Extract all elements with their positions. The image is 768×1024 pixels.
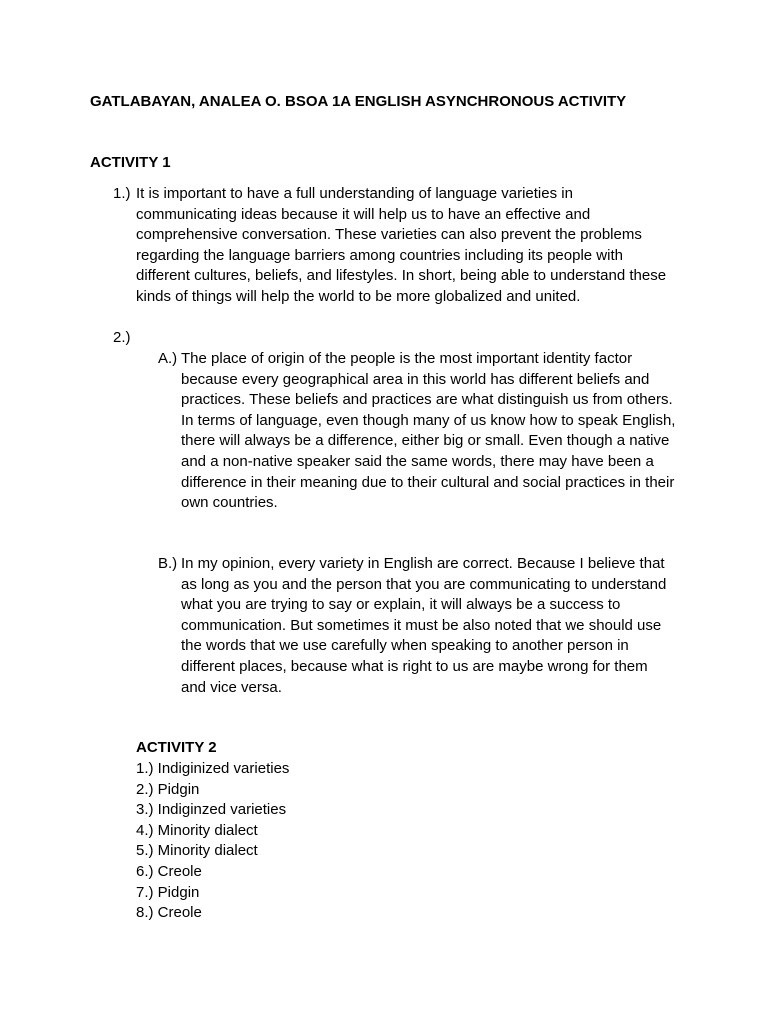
item2a-line: The place of origin of the people is the most important identity factor: [181, 350, 633, 367]
item2a-line: practices. These beliefs and practices are what distinguish us from others.: [181, 391, 673, 409]
item1-line: comprehensive conversation. These varieties can also prevent the problems: [136, 226, 642, 244]
list-item: 2.) Pidgin: [136, 780, 200, 798]
item1-line: kinds of things will help the world to be more globalized and united.: [136, 287, 581, 305]
activity1-heading: ACTIVITY 1: [90, 154, 171, 171]
item2b-answer: [181, 554, 666, 698]
item2a-line: and a non-native speaker said the same words, there may have been a: [181, 452, 654, 470]
item2b-line: the words that we use carefully when speaking to another person in: [181, 637, 629, 655]
activity2-heading: ACTIVITY 2: [136, 739, 217, 756]
list-item: 1.) Indiginized varieties: [136, 760, 290, 777]
item2b-line: and vice versa.: [181, 678, 282, 696]
item2b-line: communication. But sometimes it must be also noted that we should use: [181, 616, 662, 634]
list-item: 5.) Minority dialect: [136, 842, 258, 860]
item2b-line: In my opinion, every variety in English are correct. Because I believe that: [181, 555, 665, 572]
item2a-line: own countries.: [181, 494, 278, 512]
item1-line: regarding the language barriers among countries including its people with: [136, 246, 623, 264]
item1-line: communicating ideas because it will help us to have an effective and: [136, 205, 591, 223]
item2b-line: what you are trying to say or explain, it will always be a success to: [181, 596, 621, 614]
item1-number: 1.): [113, 185, 131, 202]
item2a-line: there will always be a difference, either big or small. Even though a native: [181, 432, 670, 450]
list-item: 8.) Creole: [136, 904, 202, 922]
item2b-line: as long as you and the person that you are communicating to understand: [181, 575, 667, 593]
item1-answer: [136, 184, 666, 308]
item2-number: 2.): [113, 329, 131, 346]
item2a-label: A.): [158, 350, 178, 367]
item2a-line: because every geographical area in this world has different beliefs and: [181, 370, 650, 388]
item2b-line: different places, because what is right to us are maybe wrong for them: [181, 657, 648, 675]
list-item: 4.) Minority dialect: [136, 821, 258, 839]
item1-line: It is important to have a full understanding of language varieties in: [136, 185, 573, 202]
list-item: 3.) Indiginzed varieties: [136, 801, 287, 819]
item2a-answer: [181, 349, 675, 514]
item2a-line: difference in their meaning due to their cultural and social practices in their: [181, 473, 675, 491]
item2b-label: B.): [158, 555, 178, 572]
list-item: 6.) Creole: [136, 862, 202, 880]
item2a-line: In terms of language, even though many of us know how to speak English,: [181, 411, 676, 429]
item1-line: different cultures, beliefs, and lifestyles. In short, being able to understand these: [136, 267, 667, 285]
list-item: 7.) Pidgin: [136, 883, 200, 901]
document-title: GATLABAYAN, ANALEA O. BSOA 1A ENGLISH ASYNCHRONOUS ACTIVITY: [90, 93, 627, 110]
activity2-answer-list: [136, 759, 289, 924]
